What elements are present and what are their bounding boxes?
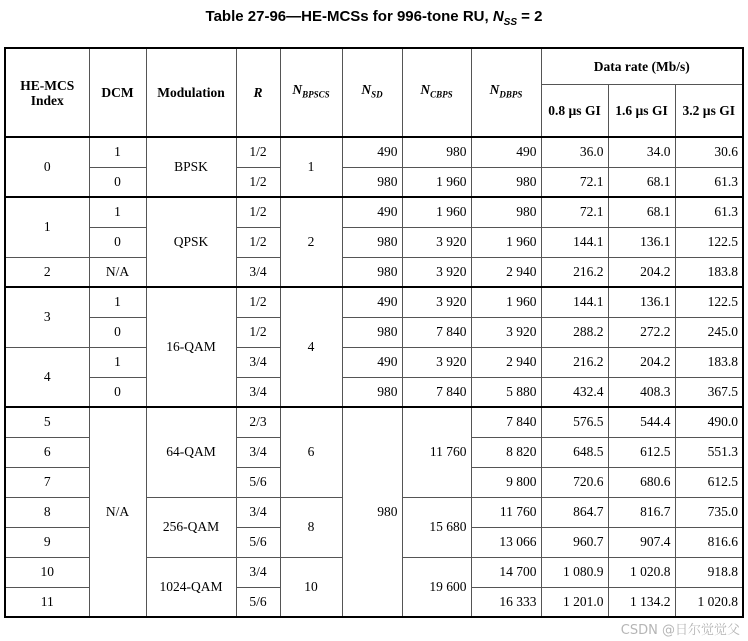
cell-ncbps: 980 <box>402 137 471 167</box>
cell-r: 3/4 <box>236 557 280 587</box>
cell-ncbps: 3 920 <box>402 287 471 317</box>
cell-rate-0-8: 36.0 <box>541 137 608 167</box>
cell-rate-1-6: 816.7 <box>608 497 675 527</box>
header-dcm: DCM <box>89 48 146 137</box>
header-nsd-n: N <box>361 82 372 98</box>
cell-nsd: 980 <box>342 317 402 347</box>
table-row <box>5 167 743 197</box>
cell-nbpscs: 10 <box>280 557 342 617</box>
cell-nsd: 980 <box>342 227 402 257</box>
cell-r: 1/2 <box>236 227 280 257</box>
cell-mcs: 9 <box>5 527 89 557</box>
cell-rate-1-6: 68.1 <box>608 167 675 197</box>
cell-rate-1-6: 136.1 <box>608 287 675 317</box>
header-nsd-sub: SD <box>371 89 383 100</box>
header-modulation: Modulation <box>146 48 236 137</box>
header-nbpscs-n: N <box>292 82 303 98</box>
cell-ndbps: 1 960 <box>471 227 541 257</box>
cell-ncbps: 7 840 <box>402 317 471 347</box>
title-text: Table 27-96—HE-MCSs for 996-tone RU, <box>205 8 493 25</box>
table-row <box>5 287 743 317</box>
cell-rate-1-6: 272.2 <box>608 317 675 347</box>
cell-dcm: N/A <box>89 407 146 617</box>
cell-modulation: 1024-QAM <box>146 557 236 617</box>
he-mcs-table <box>4 47 744 618</box>
cell-mcs: 7 <box>5 467 89 497</box>
cell-rate-3-2: 122.5 <box>675 287 743 317</box>
cell-dcm: 1 <box>89 347 146 377</box>
cell-mcs: 3 <box>5 287 89 347</box>
cell-r: 5/6 <box>236 527 280 557</box>
table-row <box>5 227 743 257</box>
cell-mcs: 1 <box>5 197 89 257</box>
cell-nsd: 490 <box>342 137 402 167</box>
cell-r: 1/2 <box>236 137 280 167</box>
cell-nbpscs: 1 <box>280 137 342 197</box>
cell-nsd: 980 <box>342 377 402 407</box>
cell-ndbps: 2 940 <box>471 347 541 377</box>
cell-rate-3-2: 612.5 <box>675 467 743 497</box>
cell-rate-3-2: 245.0 <box>675 317 743 347</box>
cell-rate-0-8: 720.6 <box>541 467 608 497</box>
header-r <box>236 48 280 137</box>
cell-rate-0-8: 960.7 <box>541 527 608 557</box>
cell-mcs: 11 <box>5 587 89 617</box>
cell-ncbps: 11 760 <box>402 407 471 497</box>
cell-r: 3/4 <box>236 377 280 407</box>
header-ncbps <box>402 48 471 137</box>
cell-modulation: QPSK <box>146 197 236 287</box>
cell-rate-0-8: 216.2 <box>541 347 608 377</box>
cell-rate-3-2: 1 020.8 <box>675 587 743 617</box>
cell-r: 1/2 <box>236 197 280 227</box>
header-nbpscs-sub: BPSCS <box>302 89 330 100</box>
cell-r: 3/4 <box>236 347 280 377</box>
cell-r: 1/2 <box>236 317 280 347</box>
cell-ndbps: 980 <box>471 167 541 197</box>
cell-ndbps: 2 940 <box>471 257 541 287</box>
cell-mcs: 2 <box>5 257 89 287</box>
table-row <box>5 257 743 287</box>
cell-rate-0-8: 432.4 <box>541 377 608 407</box>
cell-rate-3-2: 367.5 <box>675 377 743 407</box>
cell-rate-0-8: 144.1 <box>541 287 608 317</box>
header-r-label: R <box>253 85 263 100</box>
cell-rate-1-6: 1 134.2 <box>608 587 675 617</box>
cell-rate-0-8: 288.2 <box>541 317 608 347</box>
cell-ncbps: 15 680 <box>402 497 471 557</box>
cell-rate-1-6: 680.6 <box>608 467 675 497</box>
cell-rate-0-8: 1 080.9 <box>541 557 608 587</box>
cell-ndbps: 14 700 <box>471 557 541 587</box>
cell-rate-0-8: 144.1 <box>541 227 608 257</box>
cell-rate-1-6: 204.2 <box>608 347 675 377</box>
cell-rate-1-6: 1 020.8 <box>608 557 675 587</box>
cell-ndbps: 13 066 <box>471 527 541 557</box>
cell-r: 1/2 <box>236 167 280 197</box>
cell-rate-3-2: 61.3 <box>675 167 743 197</box>
header-nsd <box>342 48 402 137</box>
cell-mcs: 6 <box>5 437 89 467</box>
cell-dcm: 1 <box>89 137 146 167</box>
header-ndbps-n: N <box>489 82 500 98</box>
cell-ndbps: 5 880 <box>471 377 541 407</box>
cell-nbpscs: 6 <box>280 407 342 497</box>
table-row <box>5 317 743 347</box>
header-gi-1-6: 1.6 µs GI <box>608 84 675 137</box>
cell-rate-3-2: 122.5 <box>675 227 743 257</box>
cell-dcm: 0 <box>89 317 146 347</box>
cell-ndbps: 1 960 <box>471 287 541 317</box>
table-row <box>5 137 743 167</box>
cell-rate-3-2: 551.3 <box>675 437 743 467</box>
cell-r: 1/2 <box>236 287 280 317</box>
cell-dcm: 0 <box>89 227 146 257</box>
cell-ncbps: 3 920 <box>402 257 471 287</box>
cell-rate-3-2: 30.6 <box>675 137 743 167</box>
cell-r: 2/3 <box>236 407 280 437</box>
cell-modulation: BPSK <box>146 137 236 197</box>
header-nbpscs <box>280 48 342 137</box>
cell-rate-0-8: 648.5 <box>541 437 608 467</box>
cell-dcm: 1 <box>89 287 146 317</box>
cell-mcs: 0 <box>5 137 89 197</box>
cell-modulation: 256-QAM <box>146 497 236 557</box>
cell-rate-0-8: 1 201.0 <box>541 587 608 617</box>
cell-rate-0-8: 864.7 <box>541 497 608 527</box>
table-row <box>5 407 743 437</box>
cell-rate-1-6: 68.1 <box>608 197 675 227</box>
header-ndbps-sub: DBPS <box>499 89 523 100</box>
cell-ndbps: 980 <box>471 197 541 227</box>
cell-ndbps: 11 760 <box>471 497 541 527</box>
header-gi-0-8: 0.8 µs GI <box>541 84 608 137</box>
cell-r: 5/6 <box>236 587 280 617</box>
cell-rate-3-2: 735.0 <box>675 497 743 527</box>
cell-ncbps: 1 960 <box>402 197 471 227</box>
header-ncbps-sub: CBPS <box>430 89 453 100</box>
table-title <box>0 8 748 28</box>
cell-nsd: 980 <box>342 407 402 617</box>
cell-nsd: 490 <box>342 287 402 317</box>
cell-ndbps: 7 840 <box>471 407 541 437</box>
cell-rate-1-6: 612.5 <box>608 437 675 467</box>
cell-rate-3-2: 61.3 <box>675 197 743 227</box>
header-ndbps <box>471 48 541 137</box>
cell-mcs: 4 <box>5 347 89 407</box>
cell-rate-1-6: 204.2 <box>608 257 675 287</box>
title-n: N <box>492 8 504 25</box>
cell-rate-0-8: 216.2 <box>541 257 608 287</box>
cell-rate-3-2: 183.8 <box>675 347 743 377</box>
table-row <box>5 377 743 407</box>
table-row <box>5 347 743 377</box>
cell-nbpscs: 8 <box>280 497 342 557</box>
table-row <box>5 197 743 227</box>
cell-dcm: 0 <box>89 377 146 407</box>
cell-rate-1-6: 408.3 <box>608 377 675 407</box>
cell-dcm: 1 <box>89 197 146 227</box>
header-gi-3-2: 3.2 µs GI <box>675 84 743 137</box>
cell-nsd: 980 <box>342 257 402 287</box>
header-he-mcs-index: HE-MCS Index <box>5 48 89 137</box>
cell-rate-3-2: 918.8 <box>675 557 743 587</box>
cell-ncbps: 3 920 <box>402 227 471 257</box>
title-subscript: SS <box>503 17 518 28</box>
cell-modulation: 64-QAM <box>146 407 236 497</box>
cell-dcm: N/A <box>89 257 146 287</box>
cell-ncbps: 7 840 <box>402 377 471 407</box>
cell-rate-3-2: 490.0 <box>675 407 743 437</box>
cell-r: 3/4 <box>236 257 280 287</box>
cell-ndbps: 9 800 <box>471 467 541 497</box>
cell-mcs: 8 <box>5 497 89 527</box>
cell-mcs: 5 <box>5 407 89 437</box>
cell-r: 3/4 <box>236 497 280 527</box>
cell-nsd: 980 <box>342 167 402 197</box>
cell-dcm: 0 <box>89 167 146 197</box>
cell-rate-0-8: 72.1 <box>541 167 608 197</box>
watermark: CSDN @日尔觉觉父 <box>620 623 740 638</box>
cell-ndbps: 3 920 <box>471 317 541 347</box>
cell-rate-0-8: 576.5 <box>541 407 608 437</box>
cell-ndbps: 8 820 <box>471 437 541 467</box>
cell-nsd: 490 <box>342 347 402 377</box>
cell-rate-3-2: 816.6 <box>675 527 743 557</box>
header-data-rate: Data rate (Mb/s) <box>541 48 743 84</box>
header-ncbps-n: N <box>420 82 431 98</box>
cell-ncbps: 19 600 <box>402 557 471 617</box>
title-suffix: = 2 <box>517 8 543 25</box>
cell-rate-0-8: 72.1 <box>541 197 608 227</box>
cell-mcs: 10 <box>5 557 89 587</box>
cell-ndbps: 16 333 <box>471 587 541 617</box>
cell-nbpscs: 4 <box>280 287 342 407</box>
cell-modulation: 16-QAM <box>146 287 236 407</box>
cell-rate-1-6: 907.4 <box>608 527 675 557</box>
cell-r: 5/6 <box>236 467 280 497</box>
cell-rate-1-6: 544.4 <box>608 407 675 437</box>
cell-rate-1-6: 34.0 <box>608 137 675 167</box>
cell-ncbps: 1 960 <box>402 167 471 197</box>
cell-ndbps: 490 <box>471 137 541 167</box>
cell-rate-3-2: 183.8 <box>675 257 743 287</box>
cell-rate-1-6: 136.1 <box>608 227 675 257</box>
cell-nsd: 490 <box>342 197 402 227</box>
cell-r: 3/4 <box>236 437 280 467</box>
cell-nbpscs: 2 <box>280 197 342 287</box>
cell-ncbps: 3 920 <box>402 347 471 377</box>
